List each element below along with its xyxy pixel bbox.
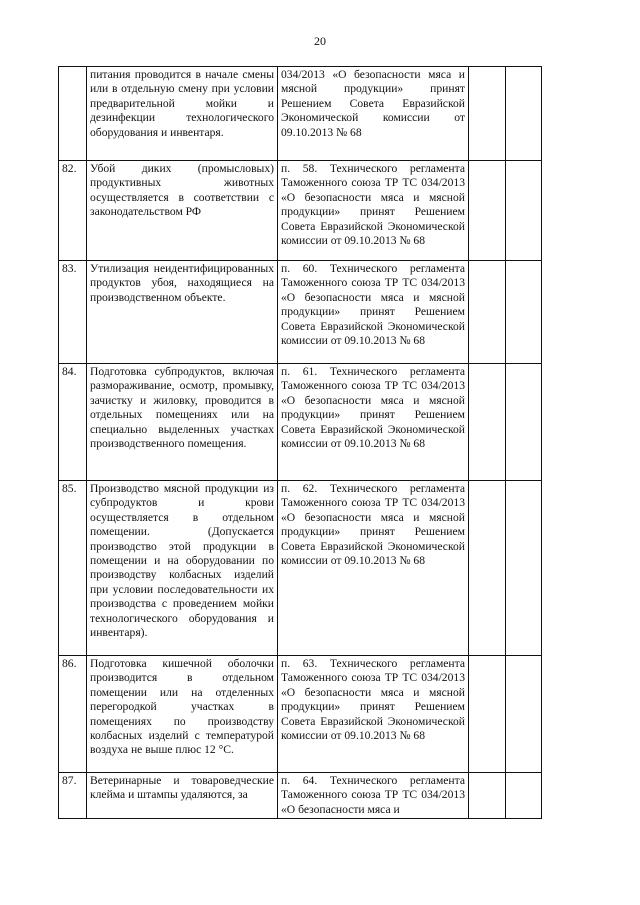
empty-cell — [469, 481, 506, 656]
requirement-cell: Убой диких (промысловых) продуктивных животных осуществляется в соответствии с законодательством РФ — [87, 161, 278, 261]
empty-cell — [469, 161, 506, 261]
table-row — [59, 773, 542, 819]
source-cell: 034/2013 «О безопасности мяса и мясной продукции» принят Решением Совета Евразийской Экономической комиссии от 09.10.2013 № 68 — [278, 67, 469, 161]
requirement-cell: Утилизация неидентифицированных продуктов убоя, находящиеся на производственном объекте. — [87, 261, 278, 364]
empty-cell — [506, 656, 542, 773]
table-row — [59, 481, 542, 656]
row-number: 86. — [59, 656, 87, 773]
empty-cell — [506, 261, 542, 364]
requirements-table — [58, 66, 542, 819]
empty-cell — [506, 773, 542, 819]
source-cell: п. 63. Технического регламента Таможенного союза ТР ТС 034/2013 «О безопасности мяса и мясной продукции» принят Решением Совета Евразийской Экономической комиссии от 09.10.2013 № 68 — [278, 656, 469, 773]
source-cell: п. 58. Технического регламента Таможенного союза ТР ТС 034/2013 «О безопасности мяса и мясной продукции» принят Решением Совета Евразийской Экономической комиссии от 09.10.2013 № 68 — [278, 161, 469, 261]
requirement-cell: питания проводится в начале смены или в отдельную смену при условии предварительной мойки и дезинфекции технологического оборудования и инвентаря. — [87, 67, 278, 161]
table-row — [59, 261, 542, 364]
requirement-cell: Ветеринарные и товароведческие клейма и штампы удаляются, за — [87, 773, 278, 819]
source-cell: п. 60. Технического регламента Таможенного союза ТР ТС 034/2013 «О безопасности мяса и мясной продукции» принят Решением Совета Евразийской Экономической комиссии от 09.10.2013 № 68 — [278, 261, 469, 364]
row-number: 84. — [59, 364, 87, 481]
source-cell: п. 62. Технического регламента Таможенного союза ТР ТС 034/2013 «О безопасности мяса и мясной продукции» принят Решением Совета Евразийской Экономической комиссии от 09.10.2013 № 68 — [278, 481, 469, 656]
requirement-cell: Подготовка субпродуктов, включая размораживание, осмотр, промывку, зачистку и жиловку, проводится в отдельных помещениях или на специально выделенных участках производственного помещения. — [87, 364, 278, 481]
empty-cell — [469, 656, 506, 773]
empty-cell — [506, 67, 542, 161]
empty-cell — [469, 364, 506, 481]
empty-cell — [469, 773, 506, 819]
row-number: 87. — [59, 773, 87, 819]
row-number — [59, 67, 87, 161]
row-number: 82. — [59, 161, 87, 261]
table-row — [59, 364, 542, 481]
empty-cell — [469, 67, 506, 161]
table-row — [59, 161, 542, 261]
source-cell: п. 61. Технического регламента Таможенного союза ТР ТС 034/2013 «О безопасности мяса и мясной продукции» принят Решением Совета Евразийской Экономической комиссии от 09.10.2013 № 68 — [278, 364, 469, 481]
row-number: 85. — [59, 481, 87, 656]
empty-cell — [506, 481, 542, 656]
row-number: 83. — [59, 261, 87, 364]
empty-cell — [506, 364, 542, 481]
table-row — [59, 656, 542, 773]
empty-cell — [506, 161, 542, 261]
requirement-cell: Подготовка кишечной оболочки производится в отдельном помещении или на отделенных перегородкой участках в помещениях по производству колбасных изделий с температурой воздуха не выше плюс 12 °С. — [87, 656, 278, 773]
requirement-cell: Производство мясной продукции из субпродуктов и крови осуществляется в отдельном помещении. (Допускается производство этой продукции в помещении и на оборудовании по производству колбасных изделий при условии последовательности их производства с проведением мойки технологического оборудования и инвентаря). — [87, 481, 278, 656]
page-number: 20 — [314, 34, 326, 48]
empty-cell — [469, 261, 506, 364]
table-row — [59, 67, 542, 161]
source-cell: п. 64. Технического регламента Таможенного союза ТР ТС 034/2013 «О безопасности мяса и — [278, 773, 469, 819]
